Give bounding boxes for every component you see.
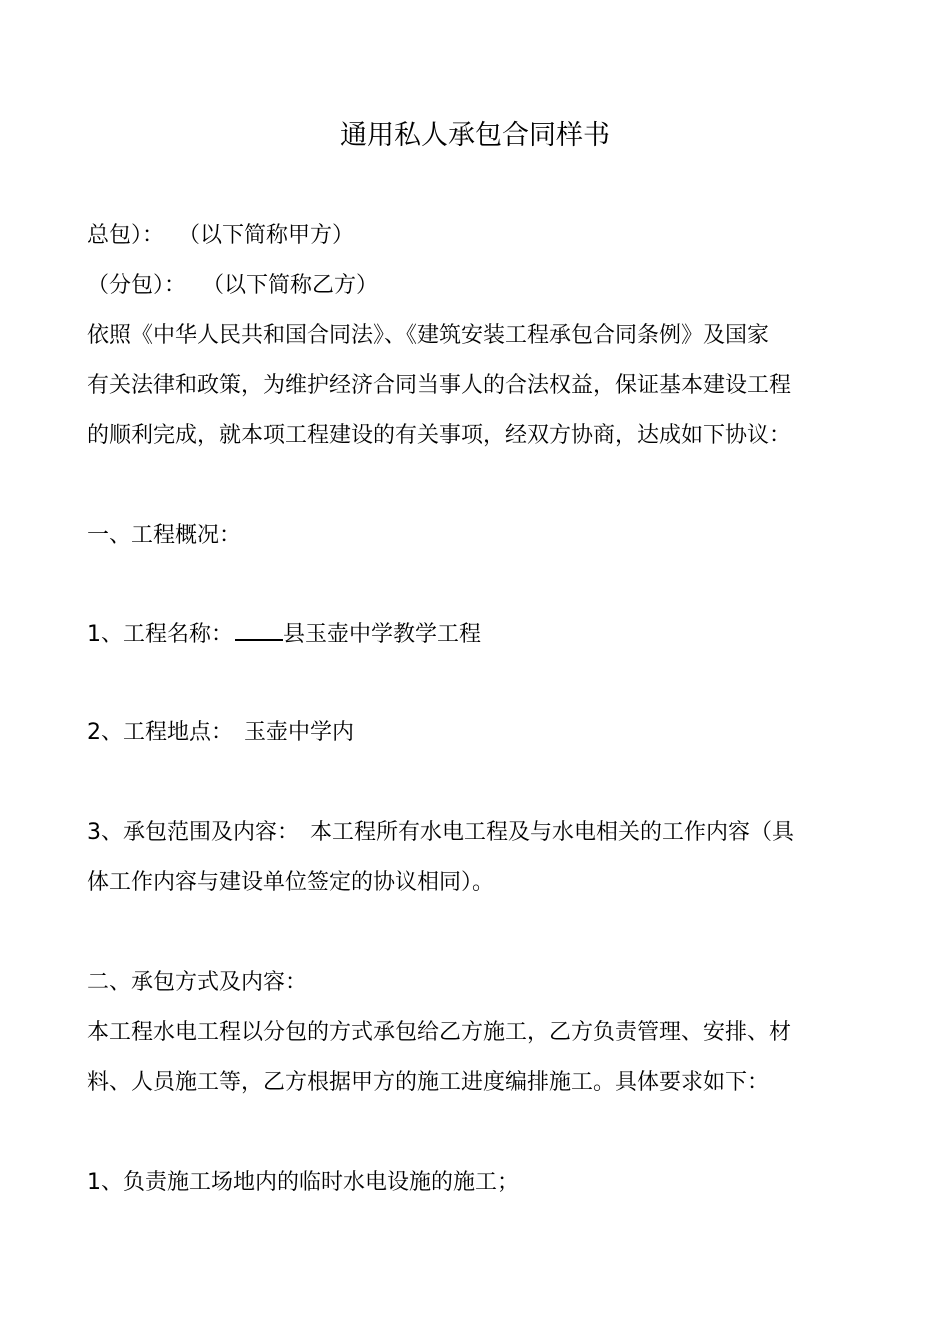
- preamble-line-2: 有关法律和政策，为维护经济合同当事人的合法权益，保证基本建设工程: [87, 373, 792, 398]
- party-b-note: （以下简称乙方）: [202, 273, 379, 298]
- scope-line-2: 体工作内容与建设单位签定的协议相同）。: [87, 870, 495, 895]
- document-title: 通用私人承包合同样书: [340, 120, 610, 151]
- project-name-label: 1、工程名称：: [87, 622, 233, 647]
- project-name-blank: [235, 617, 283, 641]
- preamble-line-3: 的顺利完成，就本项工程建设的有关事项，经双方协商，达成如下协议：: [87, 423, 792, 448]
- section2-heading: 二、承包方式及内容：: [87, 970, 308, 995]
- section1-heading: 一、工程概况：: [87, 523, 242, 548]
- project-name-value: 县玉壶中学教学工程: [283, 622, 482, 647]
- scope-line-1: 3、承包范围及内容： 本工程所有水电工程及与水电相关的工作内容（具: [87, 820, 794, 845]
- preamble-line-1: 依照《中华人民共和国合同法》、《建筑安装工程承包合同条例》及国家: [87, 323, 770, 348]
- requirement-item-1: 1、负责施工场地内的临时水电设施的施工；: [87, 1170, 519, 1195]
- project-name-line: [87, 617, 877, 651]
- party-b-line: [87, 270, 877, 302]
- party-a-note: （以下简称甲方）: [178, 223, 355, 248]
- contract-method-line-2: 料、人员施工等，乙方根据甲方的施工进度编排施工。具体要求如下：: [87, 1070, 770, 1095]
- contract-method-line-1: 本工程水电工程以分包的方式承包给乙方施工，乙方负责管理、安排、材: [87, 1020, 792, 1045]
- party-a-label: 总包）：: [87, 223, 165, 248]
- party-a-line: [87, 220, 877, 252]
- party-b-label: （分包）：: [87, 273, 187, 298]
- project-location-line: 2、工程地点： 玉壶中学内: [87, 720, 354, 745]
